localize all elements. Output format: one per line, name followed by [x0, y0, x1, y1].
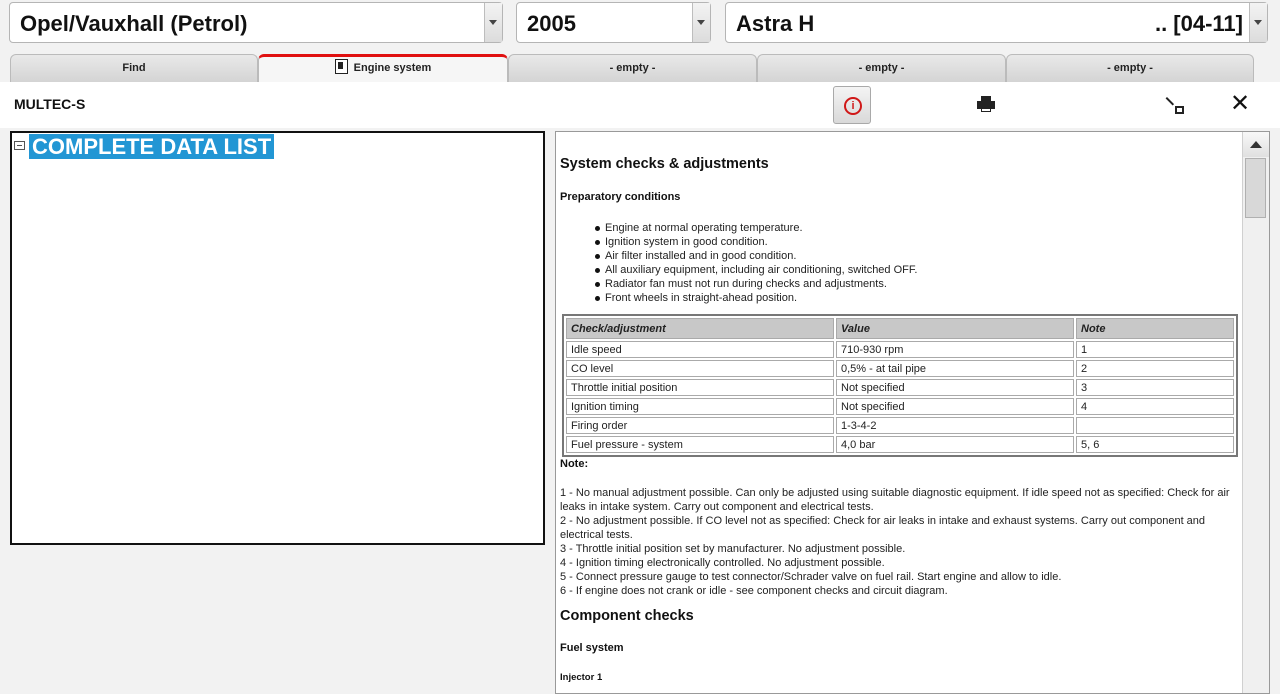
make-select-value: Opel/Vauxhall (Petrol) — [20, 11, 248, 36]
note-text: 4 - Ignition timing electronically controlled. No adjustment possible. — [560, 557, 885, 569]
model-select[interactable] — [725, 2, 1268, 43]
scroll-thumb[interactable] — [1245, 158, 1266, 218]
year-select[interactable] — [516, 2, 711, 43]
panel-header — [0, 82, 1280, 128]
vertical-scrollbar[interactable] — [1242, 132, 1269, 693]
chevron-down-icon[interactable] — [1249, 3, 1267, 42]
column-header: Note — [1076, 318, 1234, 339]
table-row — [566, 341, 1234, 358]
list-item: Ignition system in good condition. — [595, 235, 917, 249]
table-cell: 3 — [1076, 379, 1234, 396]
chevron-down-icon[interactable] — [484, 3, 502, 42]
preparatory-conditions-title: Preparatory conditions — [560, 191, 681, 203]
table-cell: Idle speed — [566, 341, 834, 358]
table-cell: 4,0 bar — [836, 436, 1074, 453]
table-cell: 4 — [1076, 398, 1234, 415]
tab-label: - empty - — [858, 62, 905, 74]
panel-title: MULTEC-S — [14, 96, 86, 112]
adjustments-table — [562, 314, 1238, 457]
note-text: 6 - If engine does not crank or idle - see component checks and circuit diagram. — [560, 585, 948, 597]
restore-window-icon[interactable] — [1166, 96, 1184, 114]
close-icon[interactable]: ✕ — [1230, 90, 1251, 117]
tab-empty-1[interactable] — [508, 54, 757, 82]
tab-label: - empty - — [1107, 62, 1153, 74]
tab-engine-system[interactable] — [258, 54, 508, 82]
table-row — [566, 379, 1234, 396]
table-cell: CO level — [566, 360, 834, 377]
table-cell: 2 — [1076, 360, 1234, 377]
note-title: Note: — [560, 458, 589, 470]
tab-label: Engine system — [353, 62, 432, 74]
table-cell: Not specified — [836, 379, 1074, 396]
data-tree — [10, 131, 545, 545]
chevron-down-icon[interactable] — [692, 3, 710, 42]
section-title-component-checks: Component checks — [560, 608, 694, 624]
table-cell: 0,5% - at tail pipe — [836, 360, 1074, 377]
list-item: Front wheels in straight-ahead position. — [595, 291, 917, 305]
tab-label: Find — [122, 62, 146, 74]
model-range-value: .. [04-11] — [1154, 11, 1243, 36]
note-text: 1 - No manual adjustment possible. Can only be adjusted using suitable diagnostic equipment. If idle speed not as specified: Check for air leaks in intake system. Carry out component and electrical tests. — [560, 487, 1230, 513]
note-text: 2 - No adjustment possible. If CO level not as specified: Check for air leaks in intake and exhaust systems. Carry out component and electrical tests. — [560, 515, 1206, 541]
injector-title: Injector 1 — [560, 672, 603, 683]
fuel-system-title: Fuel system — [560, 642, 624, 654]
table-row — [566, 360, 1234, 377]
section-title-system-checks: System checks & adjustments — [560, 156, 769, 172]
list-item: All auxiliary equipment, including air conditioning, switched OFF. — [595, 263, 917, 277]
table-cell: Fuel pressure - system — [566, 436, 834, 453]
make-select[interactable] — [9, 2, 503, 43]
table-cell: 1 — [1076, 341, 1234, 358]
info-icon: i — [844, 97, 862, 115]
tab-empty-2[interactable] — [757, 54, 1006, 82]
model-select-value: Astra H — [736, 11, 815, 36]
engine-system-icon — [335, 59, 348, 74]
print-icon[interactable] — [977, 96, 995, 112]
table-row — [566, 398, 1234, 415]
note-text: 3 - Throttle initial position set by manufacturer. No adjustment possible. — [560, 543, 906, 555]
tab-find[interactable] — [10, 54, 258, 82]
content-pane — [555, 131, 1270, 694]
year-select-value: 2005 — [527, 11, 576, 36]
collapse-icon[interactable] — [14, 141, 25, 150]
table-cell: Ignition timing — [566, 398, 834, 415]
tab-empty-3[interactable] — [1006, 54, 1254, 82]
list-item: Air filter installed and in good condition. — [595, 249, 917, 263]
table-cell: Not specified — [836, 398, 1074, 415]
tree-node-label[interactable]: COMPLETE DATA LIST — [29, 134, 274, 159]
table-cell: 1-3-4-2 — [836, 417, 1074, 434]
table-cell: 5, 6 — [1076, 436, 1234, 453]
table-cell: Firing order — [566, 417, 834, 434]
table-header-row — [566, 318, 1234, 339]
notes-block — [560, 486, 1230, 598]
scroll-up-icon[interactable] — [1243, 132, 1269, 157]
info-button[interactable] — [833, 86, 871, 124]
list-item: Radiator fan must not run during checks and adjustments. — [595, 277, 917, 291]
table-cell — [1076, 417, 1234, 434]
table-row — [566, 436, 1234, 453]
column-header: Check/adjustment — [566, 318, 834, 339]
column-header: Value — [836, 318, 1074, 339]
table-cell: Throttle initial position — [566, 379, 834, 396]
conditions-list — [595, 221, 917, 305]
list-item: Engine at normal operating temperature. — [595, 221, 917, 235]
note-text: 5 - Connect pressure gauge to test connector/Schrader valve on fuel rail. Start engine and allow to idle. — [560, 571, 1062, 583]
table-row — [566, 417, 1234, 434]
tab-label: - empty - — [609, 62, 656, 74]
table-cell: 710-930 rpm — [836, 341, 1074, 358]
